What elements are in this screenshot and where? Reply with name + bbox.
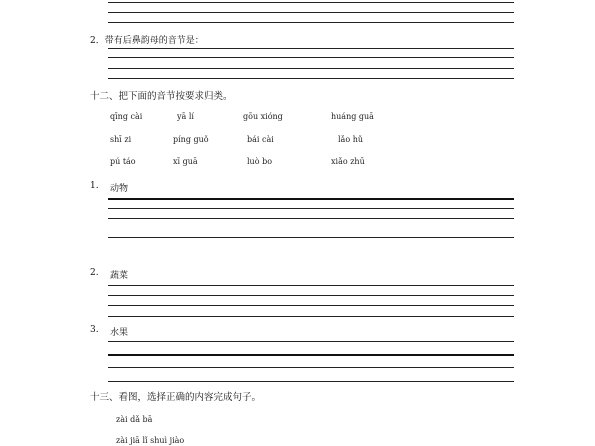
answer-line xyxy=(108,285,514,286)
category-label: 动物 xyxy=(110,184,129,194)
answer-line xyxy=(108,198,514,200)
section-13-title: 十三、看图，选择正确的内容完成句子。 xyxy=(90,392,262,403)
pinyin-item: huáng guā xyxy=(331,112,374,121)
answer-line xyxy=(108,57,514,58)
pinyin-item: píng guǒ xyxy=(173,135,209,144)
answer-line xyxy=(108,316,514,317)
answer-line xyxy=(108,208,514,209)
pinyin-item: bái cài xyxy=(247,135,274,144)
answer-line xyxy=(108,78,514,79)
answer-line xyxy=(108,295,514,296)
pinyin-item: qīng cài xyxy=(110,112,143,121)
pinyin-item: shī zi xyxy=(110,135,132,144)
category-number: 1. xyxy=(90,181,99,191)
answer-line xyxy=(108,218,514,219)
answer-line xyxy=(108,48,514,49)
sentence-pinyin: zài jiā lǐ shuì jiào xyxy=(116,436,185,445)
answer-line xyxy=(108,22,514,23)
category-label: 水果 xyxy=(110,328,129,338)
pinyin-item: yā lí xyxy=(177,112,194,121)
category-number: 3. xyxy=(90,325,99,335)
answer-line xyxy=(108,12,514,13)
answer-line xyxy=(108,2,514,3)
answer-line xyxy=(108,367,514,368)
answer-line xyxy=(108,68,514,69)
pinyin-item: luò bo xyxy=(247,157,273,166)
category-label: 蔬菜 xyxy=(110,271,129,281)
pinyin-item: xiǎo zhū xyxy=(331,157,365,166)
answer-line xyxy=(108,237,514,238)
question-2-label: 2．带有后鼻韵母的音节是： xyxy=(90,36,204,46)
answer-line xyxy=(108,341,514,342)
pinyin-item: gōu xióng xyxy=(243,112,283,121)
sentence-pinyin: zài dǎ bā xyxy=(116,415,153,424)
category-number: 2. xyxy=(90,268,99,278)
pinyin-item: pú táo xyxy=(110,157,136,166)
answer-line xyxy=(108,305,514,306)
pinyin-item: lǎo hǔ xyxy=(338,135,363,144)
section-12-title: 十二、把下面的音节按要求归类。 xyxy=(90,91,233,102)
answer-line xyxy=(108,381,514,382)
pinyin-item: xī guā xyxy=(173,157,198,166)
answer-line xyxy=(108,354,514,356)
